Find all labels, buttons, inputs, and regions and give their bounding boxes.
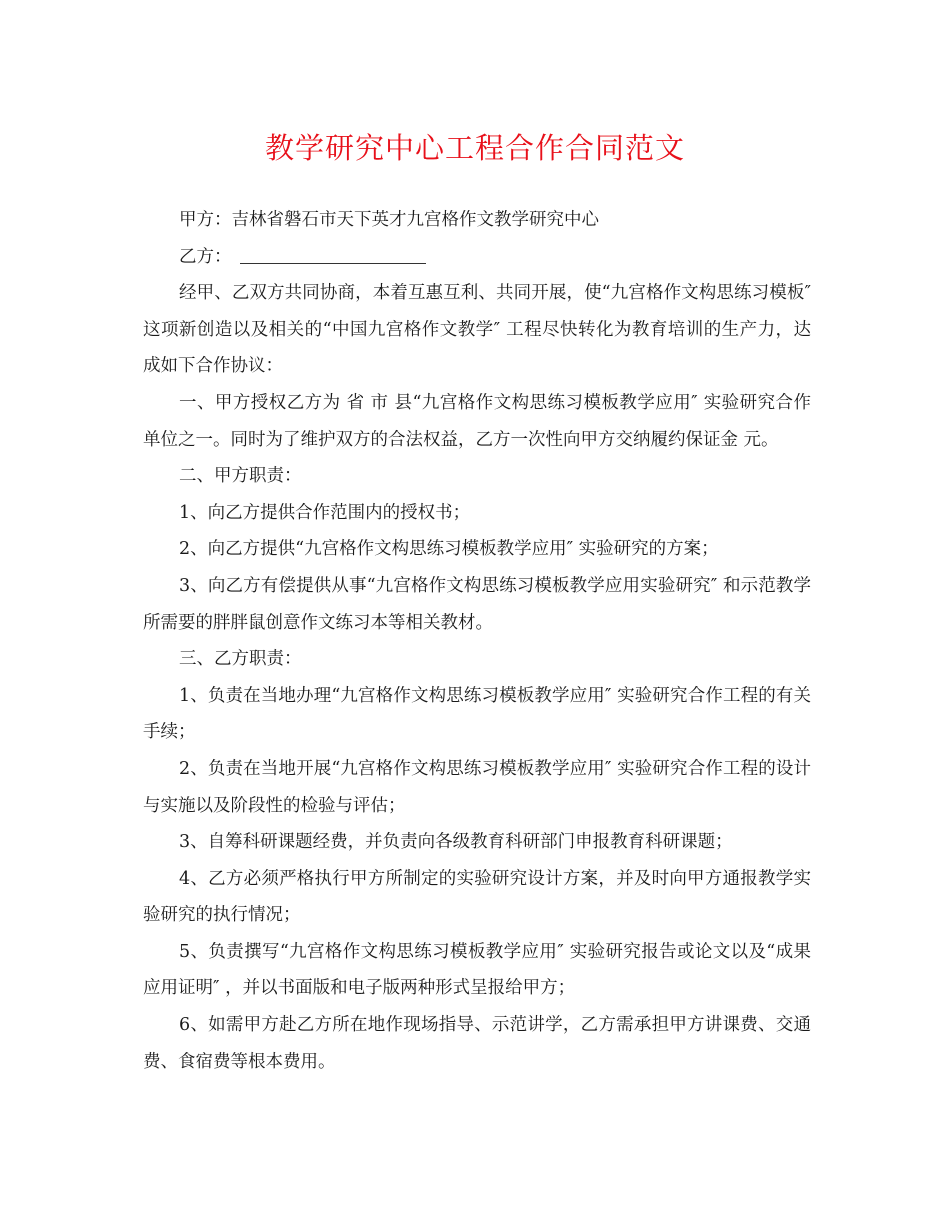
paragraph-section-1: 一、甲方授权乙方为 省 市 县“九宫格作文构思练习模板教学应用″ 实验研究合作单位之一。同时为了维护双方的合法权益，乙方一次性向甲方交纳履约保证金 元。 [143, 392, 811, 450]
document-title: 教学研究中心工程合作合同范文 [264, 131, 685, 165]
party-b-blank [240, 245, 426, 264]
party-b-duty-5: 5、负责撰写“九宫格作文构思练习模板教学应用″ 实验研究报告或论文以及“成果应用证明″ ，并以书面版和电子版两种形式呈报给甲方； [143, 941, 811, 999]
document-body [143, 202, 811, 1080]
party-a-duty-2: 2、向乙方提供“九宫格作文构思练习模板教学应用″ 实验研究的方案； [179, 539, 719, 560]
party-b-duty-1: 1、负责在当地办理“九宫格作文构思练习模板教学应用″ 实验研究合作工程的有关手续； [143, 685, 811, 743]
party-b-duty-2: 2、负责在当地开展“九宫格作文构思练习模板教学应用″ 实验研究合作工程的设计与实施以及阶段性的检验与评估； [143, 758, 811, 816]
party-a-duty-3: 3、向乙方有偿提供从事“九宫格作文构思练习模板教学应用实验研究″ 和示范教学所需要的胖胖鼠创意作文练习本等相关教材。 [143, 575, 811, 633]
party-b-label: 乙方： [179, 246, 232, 267]
party-a-duty-1: 1、向乙方提供合作范围内的授权书； [179, 502, 471, 523]
heading-party-a-duties: 二、甲方职责： [179, 466, 302, 487]
party-b-line [143, 239, 811, 276]
party-b-duty-4: 4、乙方必须严格执行甲方所制定的实验研究设计方案，并及时向甲方通报教学实验研究的执行情况； [143, 868, 811, 926]
party-a-line: 甲方：吉林省磐石市天下英才九宫格作文教学研究中心 [179, 210, 599, 230]
paragraph-intro: 经甲、乙双方共同协商，本着互惠互利、共同开展，使“九宫格作文构思练习模板″ 这项新创造以及相关的“中国九宫格作文教学″ 工程尽快转化为教育培训的生产力，达成如下合作协议： [143, 283, 811, 377]
party-b-duty-6: 6、如需甲方赴乙方所在地作现场指导、示范讲学，乙方需承担甲方讲课费、交通费、食宿费等根本费用。 [143, 1015, 811, 1072]
heading-party-b-duties: 三、乙方职责： [179, 649, 302, 670]
party-b-duty-3: 3、自筹科研课题经费，并负责向各级教育科研部门申报教育科研课题； [179, 832, 733, 853]
